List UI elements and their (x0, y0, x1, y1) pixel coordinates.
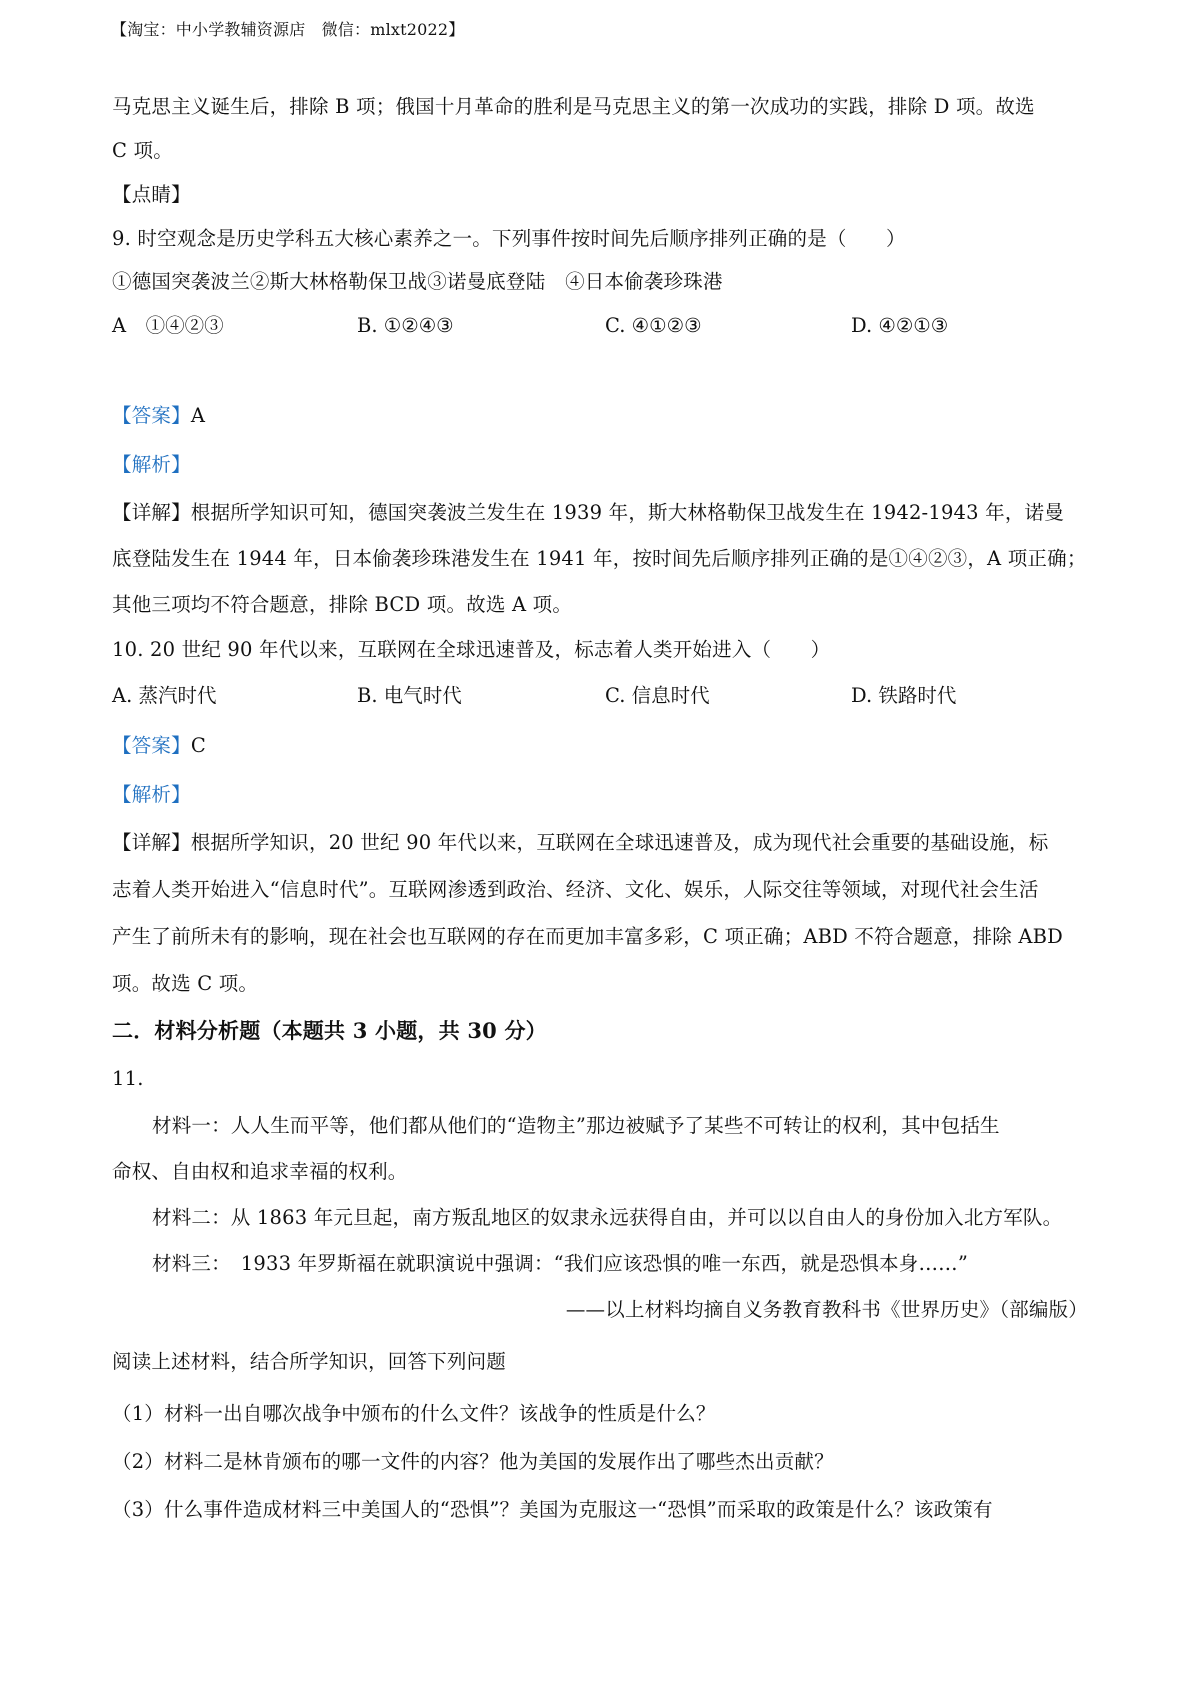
q9-events: ①德国突袭波兰②斯大林格勒保卫战③诺曼底登陆 ④日本偷袭珍珠港 (112, 270, 723, 293)
q9-detail-line: 其他三项均不符合题意，排除 BCD 项。故选 A 项。 (112, 593, 573, 616)
q11-number: 11. (112, 1067, 144, 1090)
q9-option-b: B. ①②④③ (357, 314, 454, 337)
q9-detail-line: 底登陆发生在 1944 年，日本偷袭珍珠港发生在 1941 年，按时间先后顺序排列正确的是①④②③，A 项正确； (112, 547, 1087, 570)
q11-sub-question-3: （3）什么事件造成材料三中美国人的“恐惧”？美国为克服这一“恐惧”而采取的政策是什么？该政策有 (112, 1498, 993, 1521)
q9-option-d: D. ④②①③ (851, 314, 949, 337)
q11-material-3: 材料三： 1933 年罗斯福在就职演说中强调：“我们应该恐惧的唯一东西，就是恐惧本身……” (152, 1252, 969, 1275)
q11-source: ——以上材料均摘自义务教育教科书《世界历史》（部编版） (565, 1298, 1088, 1321)
page-header: 【淘宝：中小学教辅资源店 微信：mlxt2022】 (111, 20, 465, 39)
q11-instruction: 阅读上述材料，结合所学知识，回答下列问题 (112, 1350, 507, 1373)
q11-material-1: 材料一：人人生而平等，他们都从他们的“造物主”那边被赋予了某些不可转让的权利，其中包括生 (152, 1114, 1000, 1137)
q11-material-1-cont: 命权、自由权和追求幸福的权利。 (112, 1160, 408, 1183)
answer-tag: 【答案】 (112, 734, 191, 757)
q10-option-b: B. 电气时代 (357, 684, 462, 707)
q10-option-a: A. 蒸汽时代 (112, 684, 217, 707)
q11-sub-question-2: （2）材料二是林肯颁布的哪一文件的内容？他为美国的发展作出了哪些杰出贡献？ (112, 1450, 834, 1473)
q9-option-a: A ①④②③ (112, 314, 224, 337)
q10-answer-value: C (190, 734, 206, 757)
q11-material-2: 材料二：从 1863 年元旦起，南方叛乱地区的奴隶永远获得自由，并可以以自由人的身份加入北方军队。 (152, 1206, 1063, 1229)
section-heading: 二．材料分析题（本题共 3 小题，共 30 分） (112, 1018, 547, 1043)
dianjing-tag: 【点睛】 (112, 183, 191, 206)
q9-jiexi-tag: 【解析】 (112, 453, 191, 476)
q10-detail-line: 产生了前所未有的影响，现在社会也互联网的存在而更加丰富多彩，C 项正确；ABD 不符合题意，排除 ABD (112, 925, 1064, 948)
q10-detail-line: 【详解】根据所学知识，20 世纪 90 年代以来，互联网在全球迅速普及，成为现代社会重要的基础设施，标 (112, 831, 1049, 854)
q9-detail-line: 【详解】根据所学知识可知，德国突袭波兰发生在 1939 年，斯大林格勒保卫战发生在 1942-1943 年，诺曼 (112, 501, 1064, 524)
q11-sub-question-1: （1）材料一出自哪次战争中颁布的什么文件？该战争的性质是什么？ (112, 1402, 716, 1425)
q9-answer (112, 402, 205, 430)
q10-option-d: D. 铁路时代 (851, 684, 957, 707)
q9-stem: 9. 时空观念是历史学科五大核心素养之一。下列事件按时间先后顺序排列正确的是（ ） (112, 227, 906, 250)
q10-stem: 10. 20 世纪 90 年代以来，互联网在全球迅速普及，标志着人类开始进入（ ） (112, 638, 831, 661)
q10-option-c: C. 信息时代 (605, 684, 710, 707)
prev-explanation-line: C 项。 (112, 139, 173, 162)
prev-explanation-line: 马克思主义诞生后，排除 B 项；俄国十月革命的胜利是马克思主义的第一次成功的实践，排除 D 项。故选 (112, 95, 1035, 118)
answer-tag: 【答案】 (112, 404, 191, 427)
q10-answer (112, 732, 206, 760)
q10-detail-line: 志着人类开始进入“信息时代”。互联网渗透到政治、经济、文化、娱乐，人际交往等领域，对现代社会生活 (112, 878, 1039, 901)
q10-jiexi-tag: 【解析】 (112, 783, 191, 806)
q9-answer-value: A (190, 404, 206, 427)
q9-option-c: C. ④①②③ (605, 314, 702, 337)
q10-detail-line: 项。故选 C 项。 (112, 972, 259, 995)
